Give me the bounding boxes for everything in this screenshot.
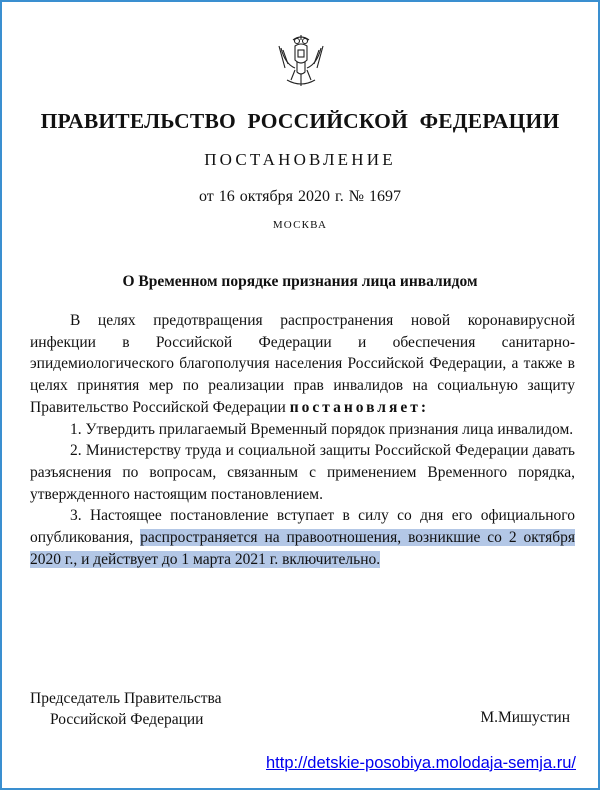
source-link[interactable]: http://detskie-posobiya.molodaja-semja.ru/ — [266, 754, 576, 772]
item-1: 1. Утвердить прилагаемый Временный порядок признания лица инвалидом. — [70, 420, 574, 438]
signatory-title-line-1: Председатель Правительства — [30, 690, 222, 707]
government-heading: ПРАВИТЕЛЬСТВО РОССИЙСКОЙ ФЕДЕРАЦИИ — [40, 109, 560, 133]
preamble-paragraph — [30, 310, 575, 419]
decree-type: ПОСТАНОВЛЕНИЕ — [204, 150, 396, 169]
highlighted-text: распространяется на правоотношения, возникшие со 2 октября 2020 г., и действует до 1 марта 2021 г. включительно. — [30, 529, 576, 568]
signatory-title-line-2: Российской Федерации — [50, 711, 204, 728]
item-3 — [30, 505, 575, 570]
decree-date-number: от 16 октября 2020 г. № 1697 — [198, 188, 401, 205]
item-3-text: 3. Настоящее постановление вступает в силу со дня его официального опубликования, — [30, 507, 575, 547]
coat-of-arms-icon — [275, 32, 327, 88]
city-name: МОСКВА — [272, 219, 328, 231]
decrees-word: постановляет: — [289, 398, 430, 416]
signatory-name: М.Мишустин — [480, 709, 570, 726]
item-2: 2. Министерству труда и социальной защиты Российской Федерации давать разъяснения по вопросам, связанным с применением Временного порядка, утвержденного настоящим постановлением. — [30, 442, 575, 503]
document-title: О Временном порядке признания лица инвалидом — [122, 273, 478, 290]
decree-body — [30, 310, 575, 570]
preamble-text: В целях предотвращения распространения новой коронавирусной инфекции в Российской Федерации и обеспечения санитарно-эпидемиологического благополучия населения Российской Федерации, а также в целях принятия мер по реализации прав инвалидов на социальную защиту Правительство Российской Федерации — [30, 312, 575, 416]
signatory-title — [30, 688, 222, 730]
